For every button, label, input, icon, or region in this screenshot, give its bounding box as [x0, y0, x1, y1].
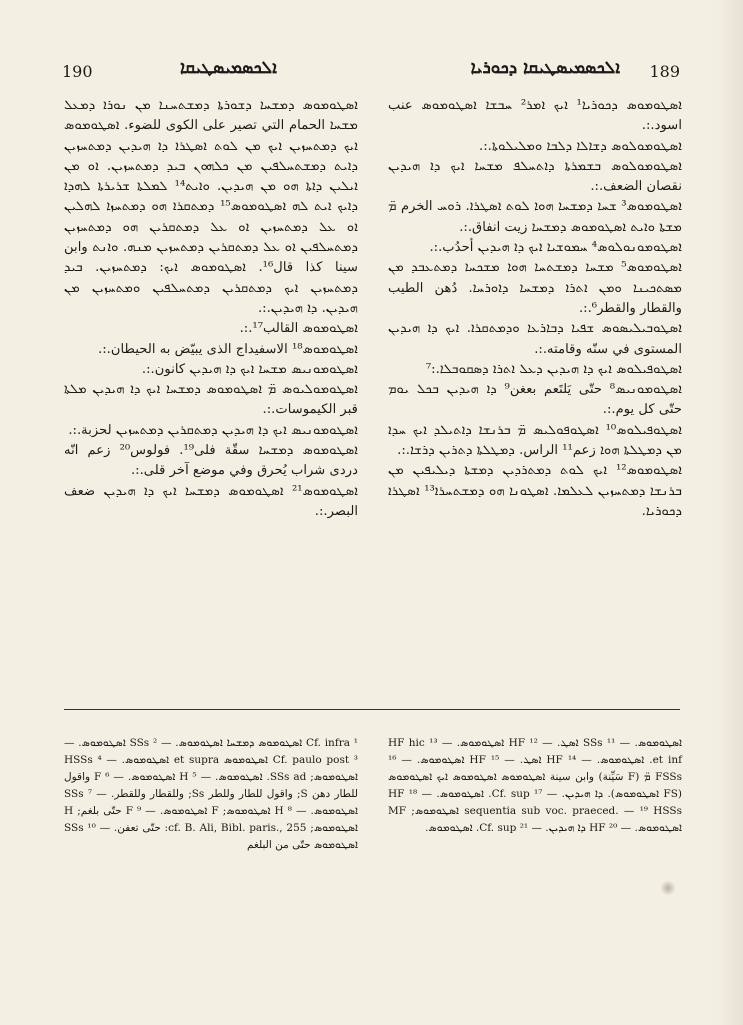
lexicon-entry: ܐܣܛܘܡܘܠܝܘܣ ܡ̈ ܐܣܛܘܡܘܣ ܕܡܫܚܐ ܐܝܟ ܕܐ ܗܝܕܝܢ ܡܠܬܐ قبر الكيموسات.:. [64, 382, 358, 418]
lexicon-entry: ܐܣܛܘܦܝܠܘܣ¹⁰ ܐܣܛܘܦܘܠܝܣ ܡ̈ ܒܪܢܫܐ ܕܐܬܝܠܕ ܐܝܟ ܚܕܐ ܡܢ ܕܡܛܠܬܐ ܗܘܐ زعم¹¹ الراس. ܕܡܛܠܬܐ ܕܬܪܝܢ ܕܪܫܐ.:. [388, 422, 682, 459]
right-text-column [388, 96, 682, 522]
footnotes-right: ܐܣܛܘܡܘܣ. — ¹¹ SSs ܐܣܛ. — ¹² HF ܐܣܛܘܡܘܣ. — ¹³ HF hic et inf. ܐܣܛܘܡܘܣ. — ¹⁴ HF ܐܣܛ. — ¹⁵ HF ܐܣܛܘܡܘܣ. — ¹⁶ FSSs ܡ̈ (F سَيِّنة) وابن سينة ܐܣܛܘܡܘܣ ܐܣܛܘܡܘܣ ܐܝܟ ܐܣܛܘܡܘܣ (FS ܐܣܛܘܡܘܣ). ܕܐ ܗܝܕܝܢ. — ¹⁷ Cf. sup. ܐܣܛܘܡܘܣ. — ¹⁸ HF sequentia sub voc. praeced. — ¹⁹ HSSs ܐܣܛܘܡܘܣ; MF ܐܣܛܘܡܘܣ. — ²⁰ HF ܕܐ ܗܝܕܝܢ. — ²¹ Cf. sup. ܐܣܛܘܡܘܣ. [388, 737, 683, 834]
lexicon-entry: ܐܣܛܘܒܝܠܝܣܘܣ ܫܦܝܐ ܕܒܐܪܥܐ ܘܕܡܬܩܪܐ. ܐܝܟ ܕܐ ܗܝܕܝܢ المستوى في سنّه وقامته.:. [388, 321, 682, 357]
lexicon-entry: ܐܣܛܘܡܘܢܝܣ⁸ حتّى يَلتَعم بعغن⁹ ܕܐ ܗܝܕܝܢ ܒܟܠ ܝܘܡ حتّى كل يوم.:. [388, 382, 682, 418]
lexicon-entry: ܐܣܛܘܡܘܣ²¹ ܐܣܛܘܡܘܣ ܕܡܫܚܐ ܐܝܟ ܕܐ ܗܝܕܝܢ ضعف البصر.:. [64, 483, 358, 519]
lexicon-entry: ܐܣܛܘܦܝܠܘܣ ܐܝܟ ܕܐ ܗܝܕܝܢ ܕܥܠ ܐܬܪܐ ܕܣܩܘܒܠܐ.:⁷ [425, 361, 682, 377]
paper-stain [660, 880, 676, 896]
lexicon-entry: ܐܣܛܘܡܘܢܝܣ ܡܫܚܐ ܐܝܟ ܕܐ ܗܝܕܝܢ كانون.:. [141, 361, 358, 377]
lexicon-entry: ܐܣܛܘܡܘܣ³ ܫܚܐ ܕܡܫܚܐ ܗܘܐ ܠܘܬ ܐܣܛܪܐ. ܪܘܚ الخرم ܡ̈ ܡܫܬܐ ܘܐܝܬ ܐܣܛܘܡܘܣ ܕܡܫܚܐ زيت انفاق.:. [388, 199, 682, 235]
left-page-number: 190 [62, 62, 93, 81]
lexicon-entry: ܐܣܛܘܡܘܠܘܣ ܒܫܡܪܬܐ ܕܐܬܚܠܦ ܡܫܚܐ ܐܝܟ ܕܐ ܗܝܕܝܢ نقصان الضعف.:. [388, 158, 682, 195]
lexicon-entry: ܐܣܛܘܡܘܠܘܣ ܕܫܐܠܐ ܕܠܒܐ ܘܡܠܝܠܘܬܐ.:. [479, 138, 682, 154]
page-edge-shadow [717, 0, 743, 1025]
lexicon-entry: ܐܣܛܘܡܘܣ ܕܡܫܚܐ سقّة فلى¹⁹. فولوس²⁰ زعم انّه دردى شراب يُحرق وفي موضع آخر قلى.:. [64, 443, 358, 479]
left-text-column [64, 96, 358, 522]
lexicon-entry: ܐܣܛܘܡܘܣ القالب¹⁷.:. [239, 321, 358, 337]
page-header [62, 58, 680, 90]
right-running-head: ܐܠܟܣܡܝܣܛܝܩܐ ܕܟܘܪܝܐ [470, 58, 620, 78]
left-running-head: ܐܠܟܣܡܝܣܛܝܩܐ [180, 58, 277, 78]
lexicon-entry: ܐܣܛܘܡܘܣ⁵ ܡܫܚܐ ܕܡܫܬܚܐ ܗܘܐ ܡܫܟܚܐ ܕܡܬܥܒܕ ܡܢ ܡܣܬܟܝܢܐ ܘܡܢ ܐܬܪܐ ܕܡܫܚܐ ܕܐܘܪܚܐ. دُهن الطيب والقطار والقطر⁶.:. [388, 260, 682, 316]
lexicon-entry: ܐܣܛܘܡܘܣ ܕܡܫܚܐ ܕܫܘܪܬܐ ܕܡܫܬܚܢܐ ܡܢ ܢܘܪܐ ܕܡܥܠ ܡܫܚܐ الحمام التي تصير على الكوى للضوء. ܐܣܛܘܡܘܣ ܐܝܟ ܕܡܬܚܙܝܢ ܐܝܟ ܡܢ ܠܘܬ ܐܣܛܪܐ ܕܐ ܗܝܕܝܢ ܕܡܬܚܙܝܢ ܕܐܝܬ ܕܡܫܬܚܠܦܝܢ ܡܢ ܟܠܗܘܢ ܒܝܕ ܕܡܬܚܙܝܢ. ܐܘ ܡܢ ܐܝܠܝܢ ܕܐܬܐ ܗܘ ܡܢ ܗܝܕܝܢ. ܘܐܝܬ¹⁴ ܠܡܠܬܐ ܫܪܝܪܬܐ ܠܗܕܐ ܕܐܝܟ ܐܝܬ ܠܗ ܐܣܛܘܡܘܣ¹⁵ ܕܡܬܩܪܐ ܗܘ ܕܡܬܚܙܐ ܠܗܠܝܢ ܐܘ ܥܠ ܕܡܬܚܙܝܢ ܐܘ ܥܠ ܕܡܬܩܪܝܢ ܗܘ ܕܡܬܚܙܝܢ ܕܡܬܚܠܦܝܢ ܐܘ ܥܠ ܕܡܬܩܪܝܢ ܕܡܬܚܙܝܢ ܡܢܗ. ܘܐܢܬ وابن سينا كذا قال¹⁶. ܐܣܛܘܡܘܣ ܐܝܟ: ܕܡܬܚܙܝܢ. ܒܝܕ ܕܡܬܚܙܝܢ ܐܝܟ ܕܡܬܩܪܝܢ ܕܡܬܚܠܦܝܢ ܘܡܬܚܙܝܢ ܡܢ ܗܝܕܝܢ. ܕܐ ܗܝܕܝܢ.:. [64, 98, 358, 316]
lexicon-entry: ܐܣܛܘܡܘܢܘܠܘܣ⁴ ܚܡܘܫܝܐ ܐܝܟ ܕܐ ܗܝܕܝܢ أحدُب.:. [429, 240, 682, 256]
lexicon-entry: ܐܣܛܘܡܘܣ ܕܟܘܪܝܐ¹ ܐܝܟ ܐܡܪ² ܚܒܫܐ ܐܣܛܘܡܘܣ عنب اسود.:. [388, 98, 683, 134]
lexicon-entry: ܐܣܛܘܡܘܣ¹² ܐܝܟ ܠܘܬ ܕܡܬܪܕܝܢ ܕܡܫܬܐ ܕܝܠܝܦܝܢ ܡܢ ܒܪܢܫܐ ܕܡܬܚܙܝܢ ܠܥܠܡܐ. ܐܣܛܘܢܐ ܗܘ ܕܡܫܬܚܪܐ¹³ ܐܣܛܪܐ ܕܟܘܪܝܐ. [388, 463, 682, 519]
lexicon-entry: ܐܣܛܘܡܘܢܝܣ ܐܝܟ ܕܐ ܗܝܕܝܢ ܕܡܬܩܪܝܢ ܕܡܬܚܙܝܢ لحزبة.:. [68, 422, 358, 438]
footnotes-left: ¹ Cf. infra ܐܣܛܘܡܘܣ ܕܡܫܚܐ ܐܣܛܘܡܘܣ. — ² SSs ܐܣܛܘܡܘܣ. — ³ Cf. paulo post ܐܣܛܘܡܘܣ et supra ܐܣܛܘܡܘܣ. — ⁴ HSSs ܐܣܛܘܡܘܣ; SSs ad. ܐܣܛܘܡܘܣ. — ⁵ H ܐܣܛܘܡܘܣ. — ⁶ F واقول للطار دهن S; واقول للطار وللطر Ss; وللقطار وللقطر. — ⁷ SSs ܐܣܛܘܡܘܣ. — ⁸ H ܐܣܛܘܡܘܣ; F ܐܣܛܘܡܘܣ. — ⁹ F حتّى بلغم; H ܐܣܛܘܡܘܣ; cf. B. Ali, Bibl. paris., 255: حتّى تعفن. — ¹⁰ SSs ܐܣܛܘܡܘܣ حتّى من البلغم [64, 737, 359, 851]
footnote-divider [64, 709, 680, 710]
lexicon-entry: ܐܣܛܘܡܘܣ¹⁸ الاسفيداج الذى يبيّض به الحيطان.:. [98, 341, 358, 357]
right-page-number: 189 [649, 62, 680, 81]
